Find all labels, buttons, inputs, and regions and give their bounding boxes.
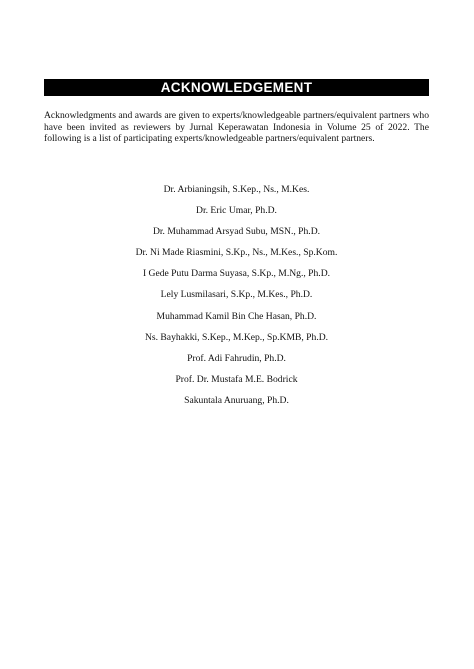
reviewer-name: Sakuntala Anuruang, Ph.D. <box>184 394 289 406</box>
reviewer-name: Dr. Muhammad Arsyad Subu, MSN., Ph.D. <box>152 226 321 238</box>
intro-paragraph: Acknowledgments and awards are given to experts/knowledgeable partners/equivalent partners who have been invited as reviewers by Jurnal Keperawatan Indonesia in Volume 25 of 2022. The following is a list of participating experts/knowledgeable partners/equivalent partners. <box>44 110 429 145</box>
reviewer-name: Prof. Dr. Mustafa M.E. Bodrick <box>175 373 298 385</box>
reviewer-name: I Gede Putu Darma Suyasa, S.Kp., M.Ng., Ph.D. <box>142 268 331 280</box>
title-banner <box>44 79 429 96</box>
reviewer-list <box>44 184 429 416</box>
reviewer-name: Muhammad Kamil Bin Che Hasan, Ph.D. <box>156 310 317 322</box>
reviewer-name: Dr. Arbianingsih, S.Kep., Ns., M.Kes. <box>163 184 310 195</box>
page-title: ACKNOWLEDGEMENT <box>160 80 313 96</box>
reviewer-name: Prof. Adi Fahrudin, Ph.D. <box>187 352 286 364</box>
reviewer-name: Dr. Ni Made Riasmini, S.Kp., Ns., M.Kes., Sp.Kom. <box>135 247 338 259</box>
reviewer-name: Dr. Eric Umar, Ph.D. <box>196 205 277 217</box>
reviewer-name: Ns. Bayhakki, S.Kep., M.Kep., Sp.KMB, Ph.D. <box>144 331 329 343</box>
reviewer-name: Lely Lusmilasari, S.Kp., M.Kes., Ph.D. <box>160 289 313 301</box>
